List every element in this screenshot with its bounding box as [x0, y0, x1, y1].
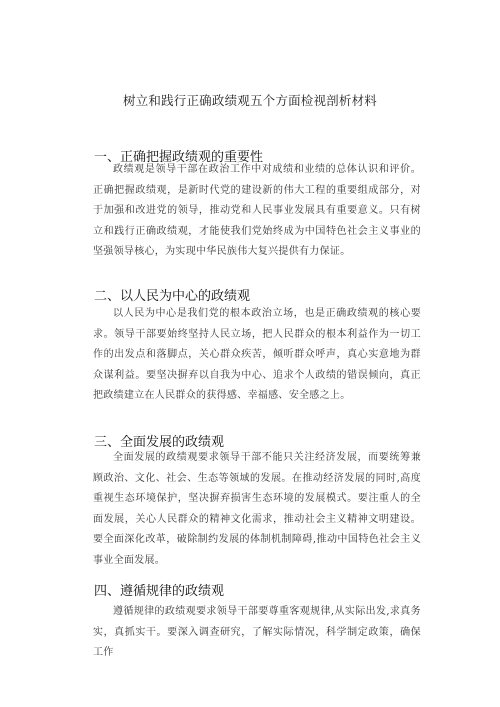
- document-title: 树立和践行正确政绩观五个方面检视剖析材料: [122, 93, 377, 108]
- section-heading-3: 三、全面发展的政绩观: [94, 435, 225, 450]
- section-paragraph-1: 政绩观是领导干部在政治工作中对成绩和业绩的总体认识和评价。正确把握政绩观，是新时代党的建设新的伟大工程的重要组成部分，对于加强和改进党的领导，推动党和人民事业发展具有重要意义。只有树立和践行正确政绩观，才能使我们党始终成为中国特色社会主义事业的坚强领导核心，为实现中华民族伟大复兴提供有力保证。: [93, 164, 421, 257]
- section-paragraph-2: 以人民为中心是我们党的根本政治立场，也是正确政绩观的核心要求。领导干部要始终坚持人民立场，把人民群众的根本利益作为一切工作的出发点和落脚点，关心群众疾苦，倾听群众呼声，真心实意地为群众谋利益。要坚决摒弃以自我为中心、追求个人政绩的错误倾向，真正把政绩建立在人民群众的获得感、幸福感、安全感之上。: [93, 308, 421, 401]
- section-paragraph-4: 遵循规律的政绩观要求领导干部要尊重客观规律,从实际出发,求真务实，真抓实干。要深入调查研究，了解实际情况，科学制定政策，确保工作: [93, 606, 421, 658]
- section-heading-1: 一、正确把握政绩观的重要性: [94, 150, 264, 165]
- section-heading-4: 四、遵循规律的政绩观: [94, 584, 225, 599]
- section-paragraph-3: 全面发展的政绩观要求领导干部不能只关注经济发展，而要统筹兼顾政治、文化、社会、生态等领域的发展。在推动经济发展的同时,高度重视生态环境保护，坚决摒弃损害生态环境的发展模式。要注重人的全面发展，关心人民群众的精神文化需求，推动社会主义精神文明建设。要全面深化改革，破除制约发展的体制机制障碍,推动中国特色社会主义事业全面发展。: [93, 452, 421, 566]
- section-heading-2: 二、以人民为中心的政绩观: [94, 289, 251, 304]
